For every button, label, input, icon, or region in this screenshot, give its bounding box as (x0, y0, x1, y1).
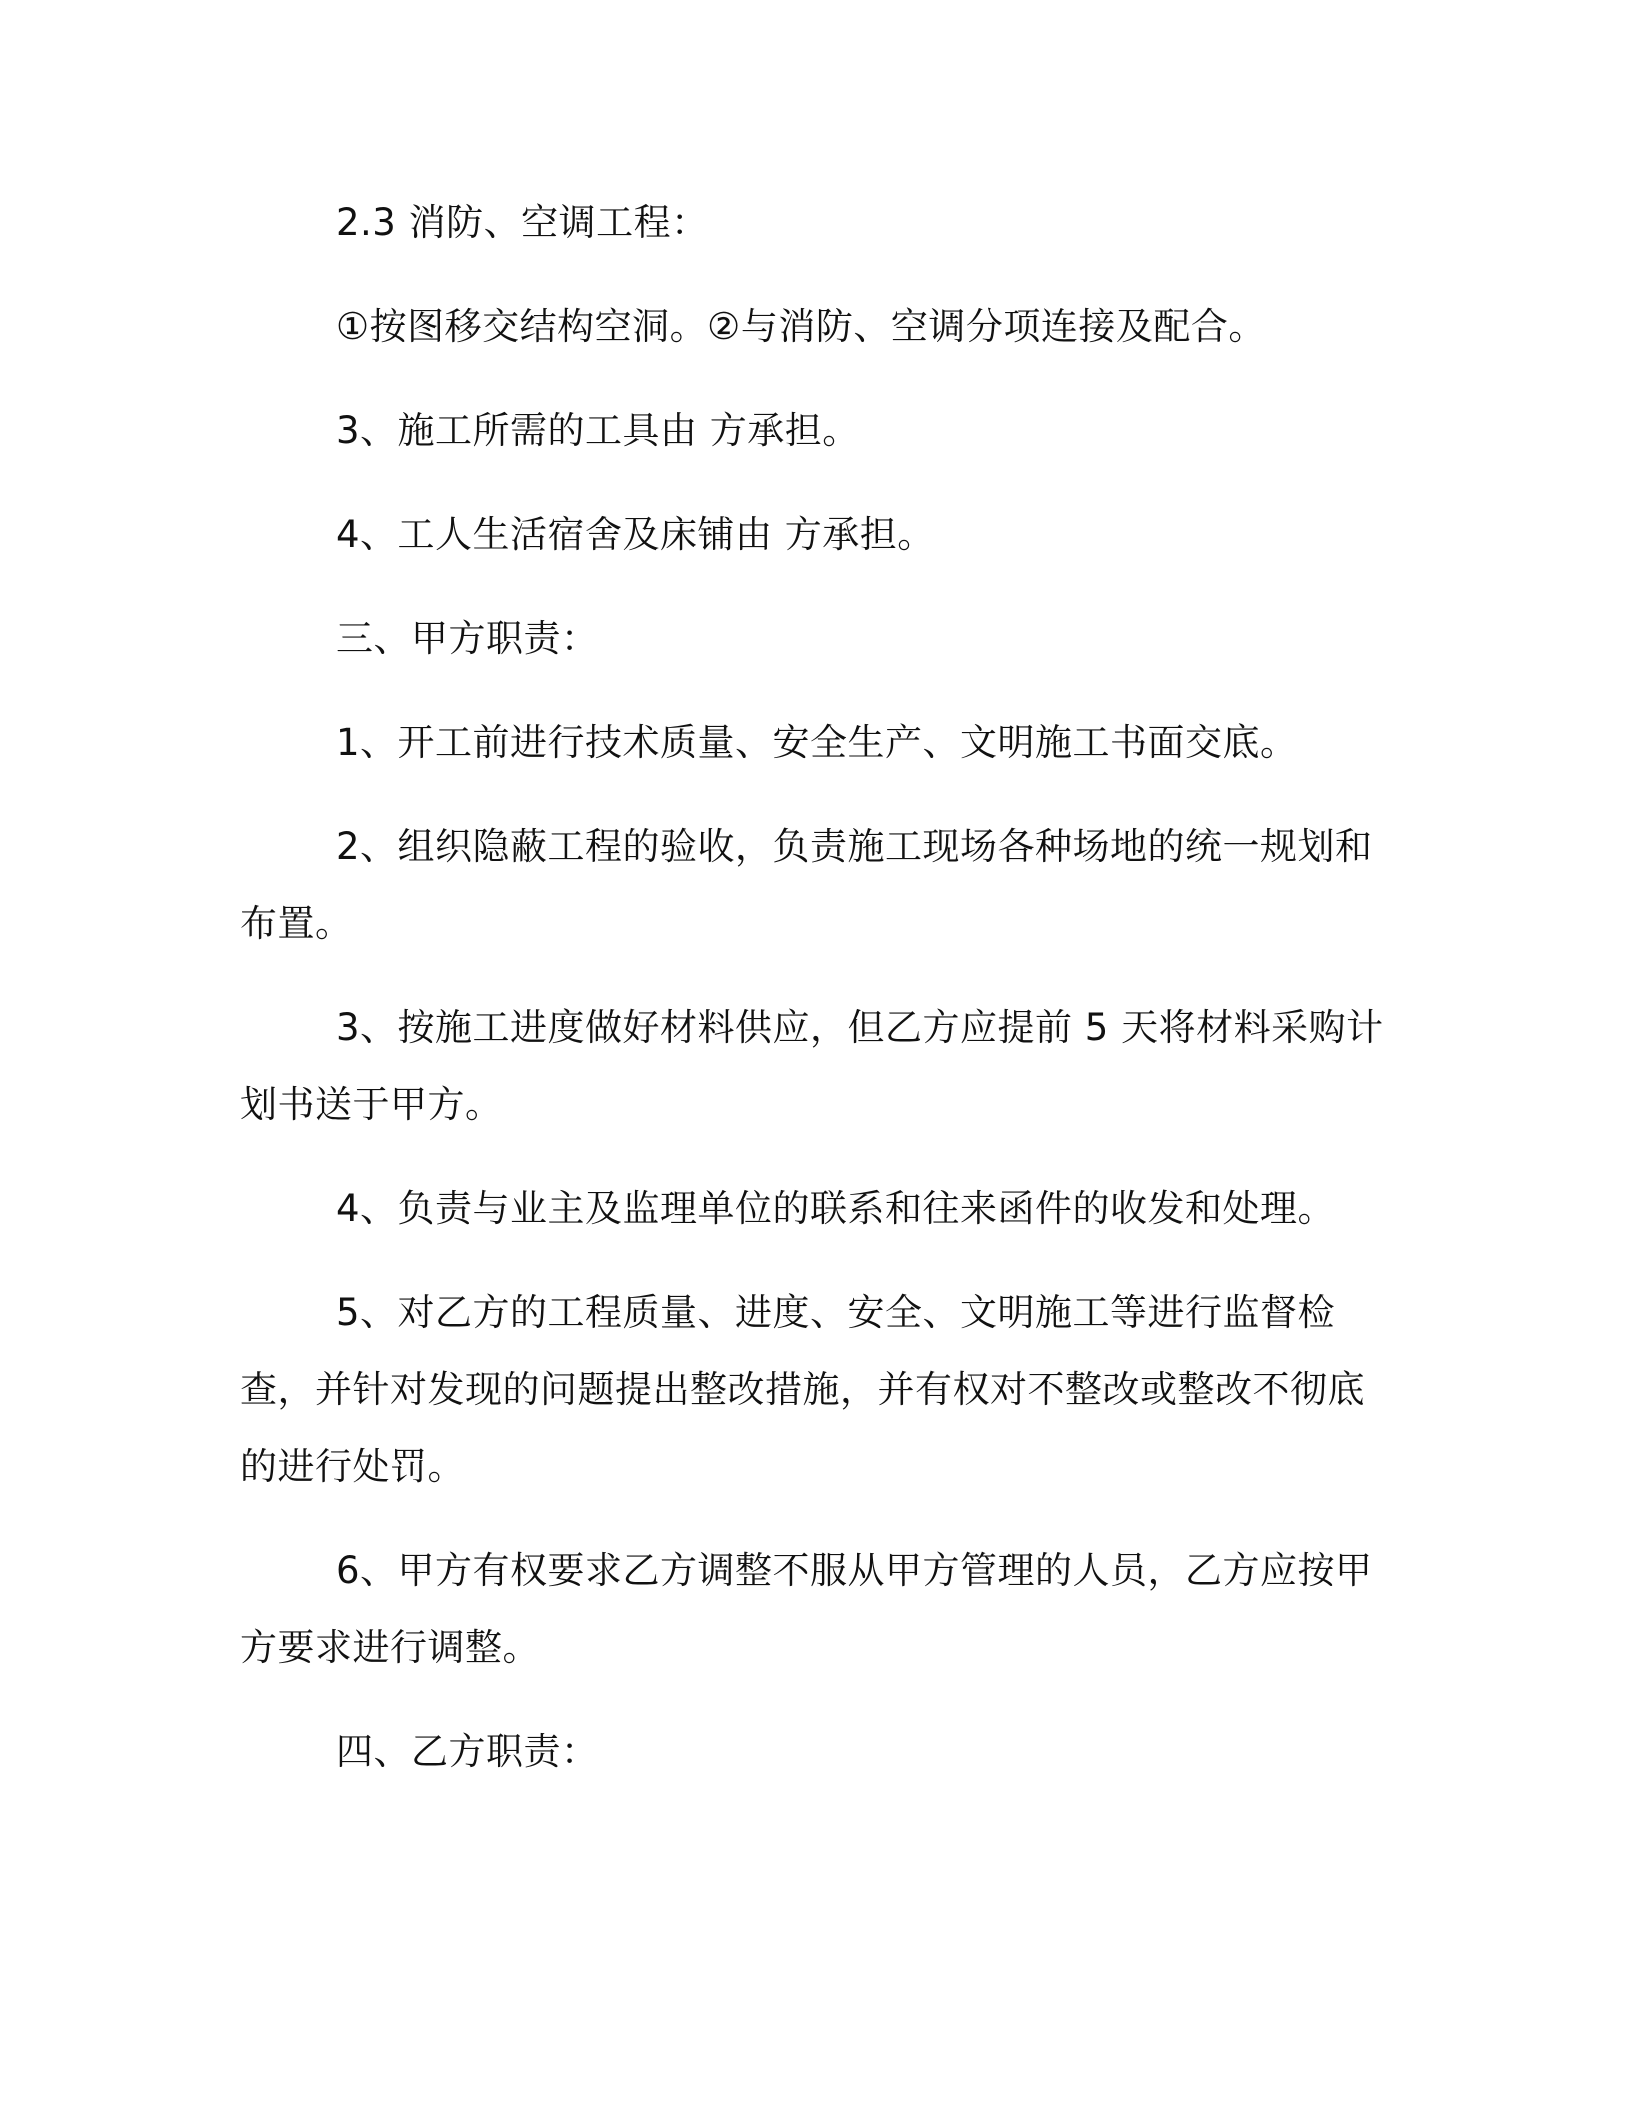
fire-hvac-items: ①按图移交结构空洞。②与消防、空调分项连接及配合。 (336, 305, 1266, 348)
party-a-duty-4: 4、负责与业主及监理单位的联系和往来函件的收发和处理。 (336, 1187, 1336, 1230)
party-a-duty-3: 3、按施工进度做好材料供应，但乙方应提前 5 天将材料采购计划书送于甲方。 (240, 1006, 1384, 1126)
party-a-duty-5: 5、对乙方的工程质量、进度、安全、文明施工等进行监督检查，并针对发现的问题提出整改措施，并有权对不整改或整改不彻底的进行处罚。 (240, 1291, 1365, 1488)
document-body (240, 184, 1400, 1817)
party-a-duty-6: 6、甲方有权要求乙方调整不服从甲方管理的人员，乙方应按甲方要求进行调整。 (240, 1549, 1373, 1669)
clause-dormitory: 4、工人生活宿舍及床铺由 方承担。 (336, 513, 935, 556)
section-party-b-duties-heading: 四、乙方职责： (336, 1730, 599, 1773)
party-a-duty-1: 1、开工前进行技术质量、安全生产、文明施工书面交底。 (336, 721, 1298, 764)
clause-tools: 3、施工所需的工具由 方承担。 (336, 409, 860, 452)
party-a-duty-2: 2、组织隐蔽工程的验收，负责施工现场各种场地的统一规划和布置。 (240, 825, 1373, 945)
section-party-a-duties-heading: 三、甲方职责： (336, 617, 599, 660)
subsection-fire-hvac-heading: 2.3 消防、空调工程： (336, 201, 709, 244)
